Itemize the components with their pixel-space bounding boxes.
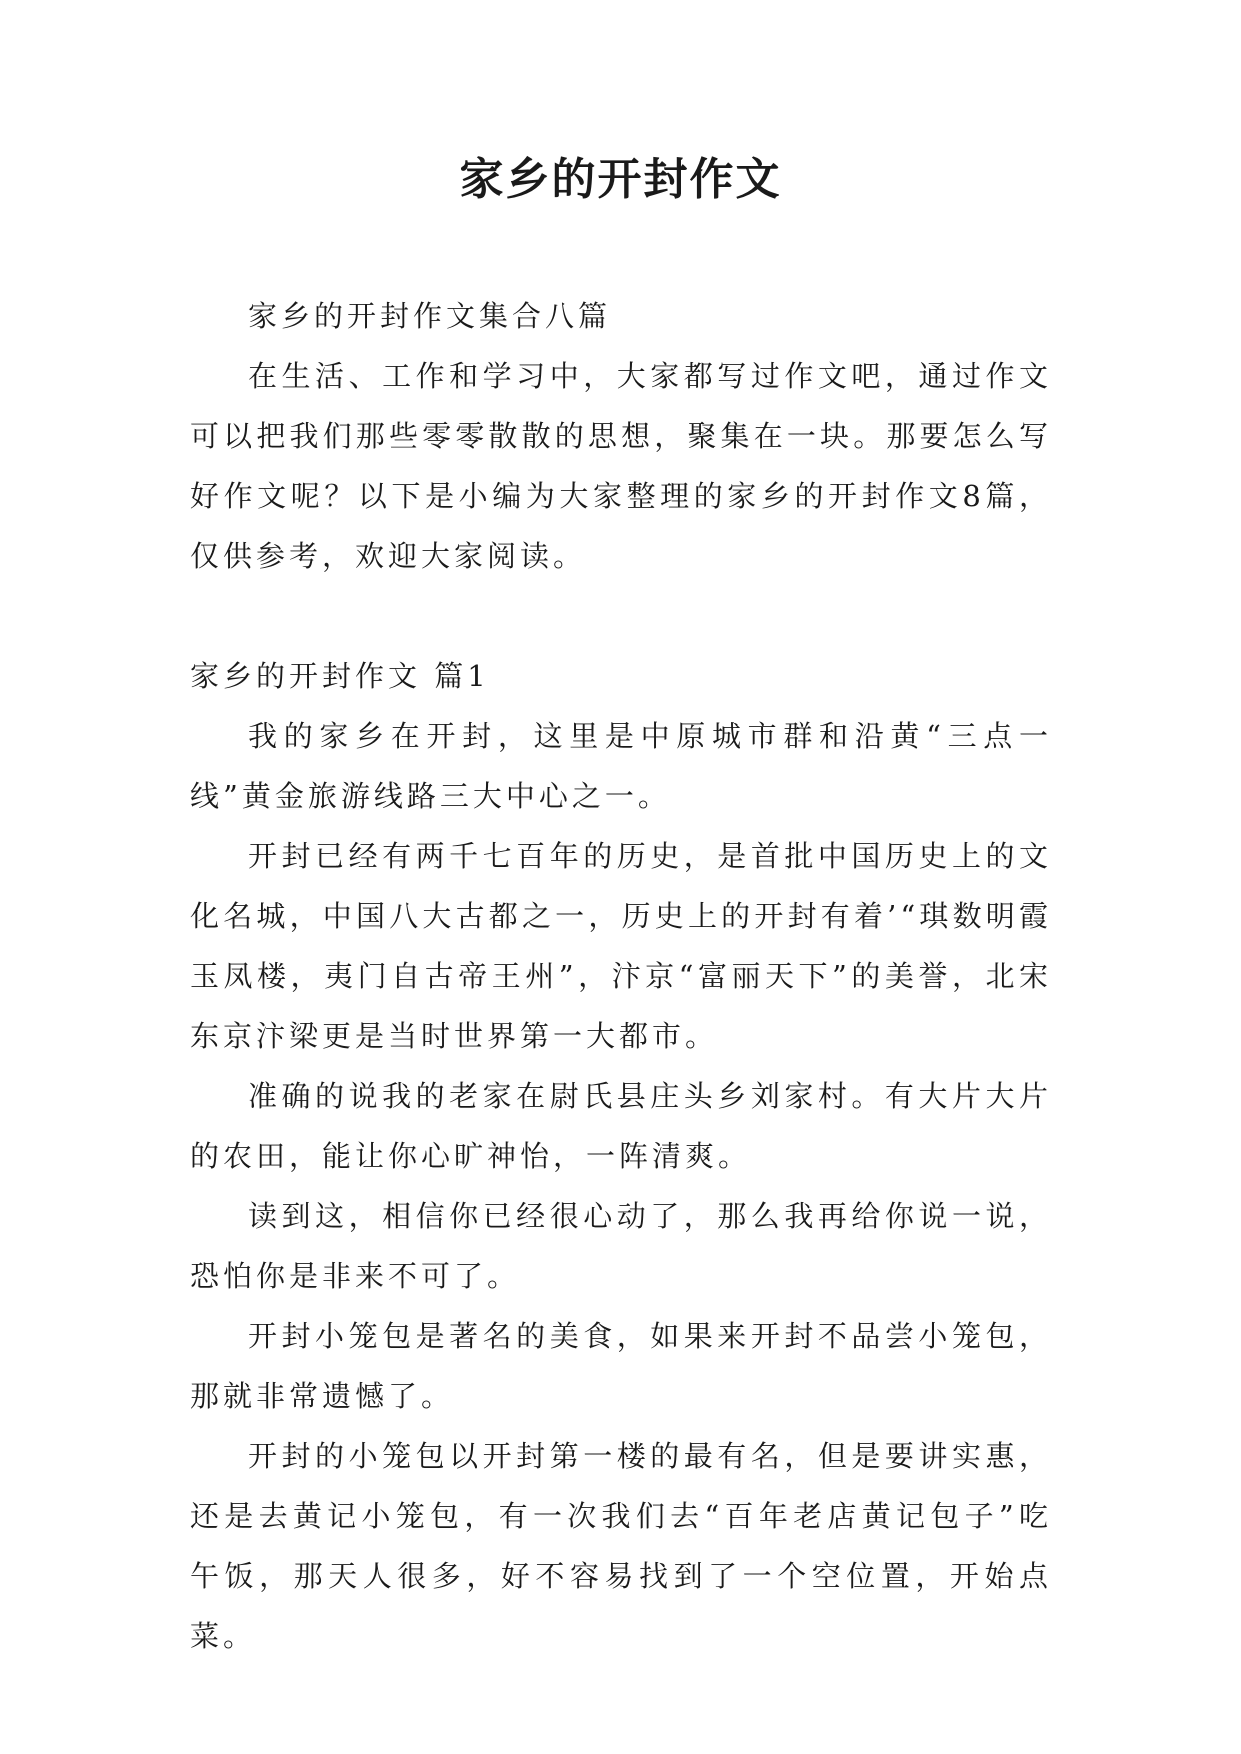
body-paragraph-1: 我的家乡在开封，这里是中原城市群和沿黄“三点一线”黄金旅游线路三大中心之一。 <box>190 719 1052 813</box>
document-body <box>190 286 1052 1666</box>
document-title: 家乡的开封作文 <box>459 154 782 205</box>
body-paragraph-6: 开封的小笼包以开封第一楼的最有名，但是要讲实惠，还是去黄记小笼包，有一次我们去“百年老店黄记包子”吃午饭，那天人很多，好不容易找到了一个空位置，开始点菜。 <box>190 1439 1052 1653</box>
body-paragraph-4: 读到这，相信你已经很心动了，那么我再给你说一说，恐怕你是非来不可了。 <box>190 1199 1052 1293</box>
body-paragraph-2: 开封已经有两千七百年的历史，是首批中国历史上的文化名城，中国八大古都之一，历史上的开封有着’“琪数明霞玉凤楼，夷门自古帝王州”，汴京“富丽天下”的美誉，北宋东京汴梁更是当时世界第一大都市。 <box>190 839 1052 1053</box>
body-paragraph-3: 准确的说我的老家在尉氏县庄头乡刘家村。有大片大片的农田，能让你心旷神怡，一阵清爽。 <box>190 1079 1052 1173</box>
body-paragraph-5: 开封小笼包是著名的美食，如果来开封不品尝小笼包，那就非常遗憾了。 <box>190 1319 1052 1413</box>
intro-paragraph: 在生活、工作和学习中，大家都写过作文吧，通过作文可以把我们那些零零散散的思想，聚集在一块。那要怎么写好作文呢？以下是小编为大家整理的家乡的开封作文8篇，仅供参考，欢迎大家阅读。 <box>190 359 1052 573</box>
document-subtitle: 家乡的开封作文集合八篇 <box>248 299 612 333</box>
section-heading: 家乡的开封作文 篇1 <box>190 659 490 693</box>
